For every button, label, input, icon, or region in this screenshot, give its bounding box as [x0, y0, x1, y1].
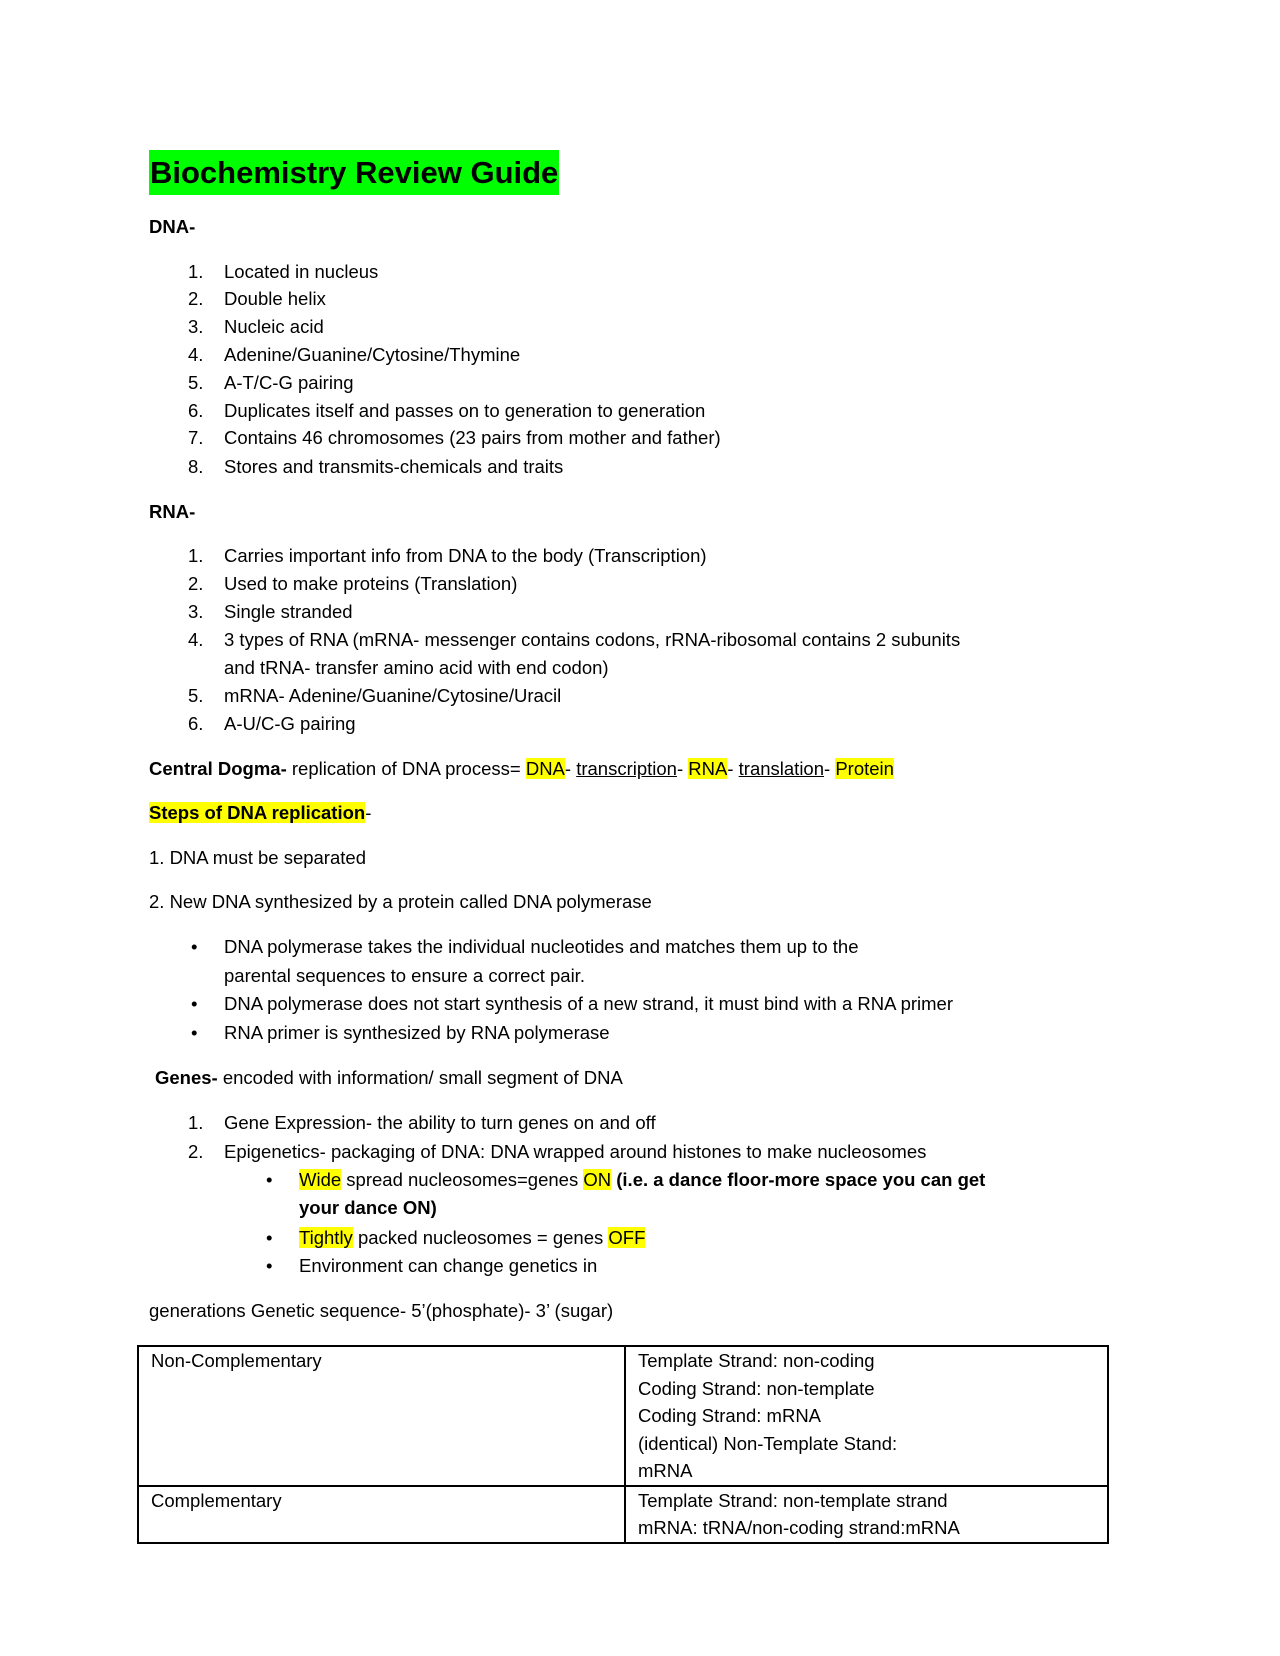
list-number: 3. [188, 316, 204, 337]
highlight-wide: Wide [299, 1169, 342, 1190]
list-item: Nucleic acid [224, 316, 324, 337]
list-number: 1. [188, 1112, 204, 1133]
list-number: 8. [188, 456, 204, 477]
dna-heading: DNA- [149, 216, 196, 237]
table-row [138, 1486, 1108, 1543]
central-dogma-line [149, 755, 894, 783]
bullet-icon: • [191, 993, 198, 1014]
dogma-protein: Protein [835, 758, 894, 779]
list-item: Contains 46 chromosomes (23 pairs from mother and father) [224, 427, 721, 448]
strand-table [137, 1345, 1109, 1544]
cell-line: mRNA [638, 1460, 693, 1481]
list-number: 1. [188, 261, 204, 282]
dogma-sep: - [676, 758, 689, 779]
list-number: 4. [188, 344, 204, 365]
list-item: A-U/C-G pairing [224, 713, 356, 734]
wide-bold-text-2: your dance ON) [299, 1197, 437, 1218]
table-cell-label [138, 1346, 625, 1486]
bullet-item: RNA primer is synthesized by RNA polymerase [224, 1022, 610, 1043]
table-cell-lines [625, 1346, 1108, 1486]
dogma-sep: - [727, 758, 739, 779]
bullet-icon: • [191, 936, 198, 957]
list-number: 4. [188, 629, 204, 650]
genetic-sequence-line: generations Genetic sequence- 5’(phosphate)- 3’ (sugar) [149, 1300, 614, 1321]
genes-line [155, 1064, 623, 1092]
dogma-transcription: transcription [576, 758, 677, 779]
list-item: Stores and transmits-chemicals and traits [224, 456, 564, 477]
list-item: Located in nucleus [224, 261, 379, 282]
list-number: 2. [188, 573, 204, 594]
cell-line: mRNA: tRNA/non-coding strand:mRNA [638, 1517, 960, 1538]
list-item: mRNA- Adenine/Guanine/Cytosine/Uracil [224, 685, 562, 706]
list-number: 1. [188, 545, 204, 566]
list-item: Gene Expression- the ability to turn genes on and off [224, 1112, 656, 1133]
list-number: 5. [188, 685, 204, 706]
list-item: Carries important info from DNA to the body (Transcription) [224, 545, 707, 566]
highlight-on: ON [583, 1169, 612, 1190]
genes-text: encoded with information/ small segment of DNA [217, 1067, 623, 1088]
dogma-dna: DNA [525, 758, 565, 779]
bullet-icon: • [266, 1255, 273, 1276]
list-number: 3. [188, 601, 204, 622]
cell-text: Complementary [151, 1489, 282, 1511]
list-number: 5. [188, 372, 204, 393]
replication-heading-line [149, 799, 371, 827]
replication-heading: Steps of DNA replication [149, 802, 366, 823]
document-title: Biochemistry Review Guide [149, 150, 559, 195]
list-item: Used to make proteins (Translation) [224, 573, 518, 594]
cell-line: Template Strand: non-coding [638, 1350, 875, 1371]
sub-item-environment: Environment can change genetics in [299, 1255, 598, 1276]
dogma-sep: - [564, 758, 577, 779]
bullet-item: DNA polymerase takes the individual nucleotides and matches them up to the [224, 936, 859, 957]
list-number: 2. [188, 1141, 204, 1162]
list-item: Adenine/Guanine/Cytosine/Thymine [224, 344, 521, 365]
table-row [138, 1346, 1108, 1486]
list-number: 6. [188, 400, 204, 421]
highlight-tightly: Tightly [299, 1227, 353, 1248]
dogma-sep: - [824, 758, 836, 779]
bullet-item-continued: parental sequences to ensure a correct pair. [224, 965, 585, 986]
dogma-rna: RNA [688, 758, 728, 779]
list-item: A-T/C-G pairing [224, 372, 354, 393]
rna-heading: RNA- [149, 501, 196, 522]
list-number: 6. [188, 713, 204, 734]
bullet-icon: • [266, 1227, 273, 1248]
list-number: 7. [188, 427, 204, 448]
genes-label: Genes- [155, 1067, 218, 1088]
list-item: Double helix [224, 288, 326, 309]
cell-line: Template Strand: non-template strand [638, 1489, 948, 1511]
cell-line: Coding Strand: non-template [638, 1377, 875, 1399]
list-item: 3 types of RNA (mRNA- messenger contains codons, rRNA-ribosomal contains 2 subunits [224, 629, 961, 650]
tight-text: packed nucleosomes = genes [352, 1227, 609, 1248]
wide-bold-text: (i.e. a dance floor-more space you can get [611, 1169, 986, 1190]
list-item: Duplicates itself and passes on to generation to generation [224, 400, 706, 421]
cell-text: Non-Complementary [151, 1350, 322, 1371]
sub-item-wide [299, 1166, 985, 1194]
list-number: 2. [188, 288, 204, 309]
bullet-item: DNA polymerase does not start synthesis of a new strand, it must bind with a RNA primer [224, 993, 954, 1014]
cell-line: Coding Strand: mRNA [638, 1405, 822, 1426]
central-dogma-label: Central Dogma- [149, 758, 287, 779]
replication-step-1: 1. DNA must be separated [149, 847, 366, 868]
dogma-translation: translation [738, 758, 825, 779]
replication-dash: - [365, 802, 372, 823]
bullet-icon: • [191, 1022, 198, 1043]
table-cell-lines [625, 1486, 1108, 1543]
bullet-icon: • [266, 1169, 273, 1190]
table-cell-label [138, 1486, 625, 1543]
sub-item-tightly [299, 1224, 645, 1252]
list-item-continued: and tRNA- transfer amino acid with end codon) [224, 657, 609, 678]
replication-step-2: 2. New DNA synthesized by a protein called DNA polymerase [149, 891, 652, 912]
highlight-off: OFF [608, 1227, 646, 1248]
wide-text: spread nucleosomes=genes [341, 1169, 584, 1190]
cell-line: (identical) Non-Template Stand: [638, 1432, 898, 1454]
list-item: Epigenetics- packaging of DNA: DNA wrapped around histones to make nucleosomes [224, 1141, 927, 1162]
central-dogma-text: replication of DNA process= [286, 758, 526, 779]
list-item: Single stranded [224, 601, 353, 622]
